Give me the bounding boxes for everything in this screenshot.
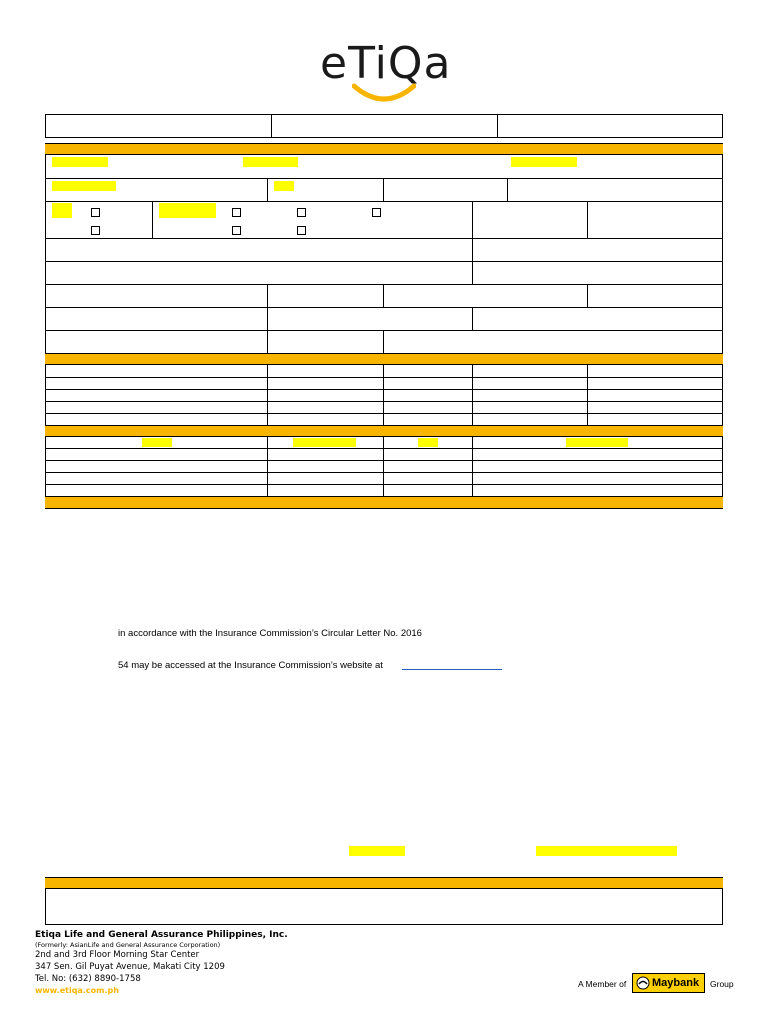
divider xyxy=(472,437,473,496)
field-highlight xyxy=(566,438,628,447)
divider xyxy=(383,178,384,201)
member-prefix: A Member of xyxy=(578,979,627,989)
maybank-logo xyxy=(632,973,705,993)
field-highlight xyxy=(293,438,356,447)
divider xyxy=(472,365,473,425)
field-highlight xyxy=(52,181,116,191)
divider xyxy=(267,178,268,201)
row-divider xyxy=(45,413,723,414)
row-divider xyxy=(45,284,723,285)
row-divider xyxy=(45,472,723,473)
divider xyxy=(271,114,272,138)
row-divider xyxy=(45,377,723,378)
logo-wordmark: eTiQa xyxy=(320,38,452,89)
checkbox[interactable] xyxy=(91,208,100,217)
checkbox[interactable] xyxy=(91,226,100,235)
signature-highlight xyxy=(536,846,677,856)
row-divider xyxy=(45,201,723,202)
etiqa-logo xyxy=(320,38,465,102)
row-divider xyxy=(45,261,723,262)
company-formerly: (Formerly: AsianLife and General Assurance Corporation) xyxy=(35,941,221,949)
divider xyxy=(472,201,473,238)
divider xyxy=(267,330,268,353)
section-header-band xyxy=(45,143,723,155)
field-highlight xyxy=(243,157,298,167)
checkbox[interactable] xyxy=(232,208,241,217)
maybank-wordmark: Maybank xyxy=(652,977,700,989)
ic-website-text: 54 may be accessed at the Insurance Commission’s website at xyxy=(118,660,383,671)
ic-website-link[interactable] xyxy=(402,669,502,670)
checkbox[interactable] xyxy=(232,226,241,235)
divider xyxy=(472,238,473,261)
field-highlight xyxy=(418,438,438,447)
row-divider xyxy=(45,330,723,331)
address-line-1: 2nd and 3rd Floor Morning Star Center xyxy=(35,950,200,960)
divider xyxy=(383,365,384,425)
telephone: Tel. No: (632) 8890-1758 xyxy=(35,974,141,984)
applicant-section xyxy=(45,143,723,509)
divider xyxy=(383,284,384,307)
field-highlight xyxy=(52,203,72,218)
divider xyxy=(472,307,473,330)
row-divider xyxy=(45,484,723,485)
row-divider xyxy=(45,401,723,402)
divider xyxy=(267,307,268,330)
logo-smile-icon xyxy=(352,82,416,104)
section-header-band xyxy=(45,425,723,437)
field-highlight xyxy=(159,203,216,218)
field-highlight xyxy=(274,181,294,191)
circular-letter-text: in accordance with the Insurance Commission’s Circular Letter No. 2016 xyxy=(118,628,422,639)
section-header-band xyxy=(45,353,723,365)
row-divider xyxy=(45,238,723,239)
row-divider xyxy=(45,178,723,179)
divider xyxy=(267,437,268,496)
divider xyxy=(497,114,498,138)
divider xyxy=(507,178,508,201)
row-divider xyxy=(45,389,723,390)
divider xyxy=(587,284,588,307)
checkbox[interactable] xyxy=(297,208,306,217)
field-highlight xyxy=(142,438,172,447)
field-highlight xyxy=(52,157,108,167)
section-footer-band xyxy=(45,496,723,509)
divider xyxy=(587,201,588,238)
top-info-row xyxy=(45,114,723,138)
divider xyxy=(472,261,473,284)
address-line-2: 347 Sen. Gil Puyat Avenue, Makati City 1209 xyxy=(35,962,225,972)
divider xyxy=(267,365,268,425)
checkbox[interactable] xyxy=(297,226,306,235)
row-divider xyxy=(45,448,723,449)
divider xyxy=(267,284,268,307)
remarks-header-band xyxy=(45,877,723,889)
field-highlight xyxy=(511,157,577,167)
divider xyxy=(587,365,588,425)
company-name: Etiqa Life and General Assurance Philippines, Inc. xyxy=(35,930,288,940)
checkbox[interactable] xyxy=(372,208,381,217)
divider xyxy=(383,437,384,496)
row-divider xyxy=(45,307,723,308)
divider xyxy=(152,201,153,238)
maybank-tiger-icon xyxy=(636,976,650,990)
divider xyxy=(383,330,384,353)
row-divider xyxy=(45,460,723,461)
website-link[interactable]: www.etiqa.com.ph xyxy=(35,986,119,995)
member-suffix: Group xyxy=(710,979,734,989)
signature-highlight xyxy=(349,846,405,856)
